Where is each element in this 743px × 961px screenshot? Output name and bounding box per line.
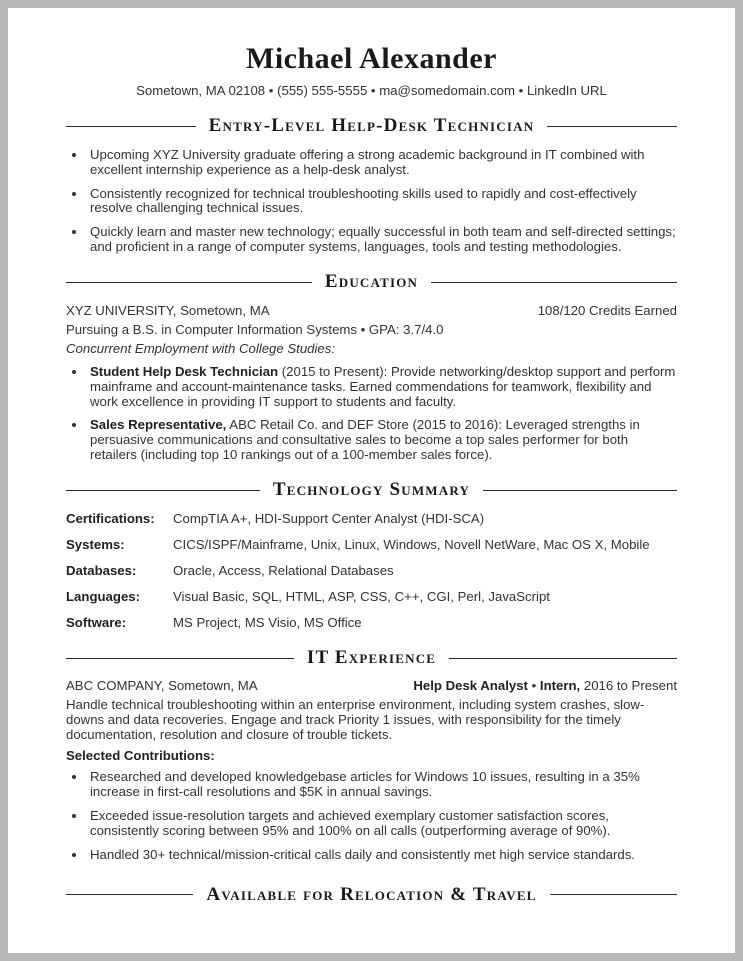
school-name: XYZ UNIVERSITY, Sometown, MA xyxy=(66,303,270,319)
education-section-heading xyxy=(66,272,677,293)
heading-rule-left xyxy=(66,658,294,659)
tech-label: Certifications: xyxy=(66,511,155,527)
summary-bullet-list xyxy=(66,148,677,255)
concurrent-employment-note: Concurrent Employment with College Studies: xyxy=(66,340,336,356)
experience-bullet: • Exceeded issue-resolution targets and achieved exemplary customer satisfaction scores, consistently scoring between 95% and 100% on all calls (outperforming average of 90%). xyxy=(87,809,677,839)
experience-section-heading xyxy=(66,648,677,669)
tech-label: Software: xyxy=(66,614,127,630)
tech-row-certifications xyxy=(66,512,677,527)
summary-bullet: • Quickly learn and master new technology; equally successful in both team and self-directed settings; and proficient in a range of computer systems, languages, tools and testing methodologies. xyxy=(87,225,677,255)
company-name: ABC COMPANY, Sometown, MA xyxy=(66,678,258,694)
experience-header-line xyxy=(66,679,677,694)
education-job xyxy=(87,365,677,410)
job-description: (2015 to Present): Provide networking/desktop support and perform mainframe and account-maintenance tasks. Earned commendations for teamwork, flexibility and work excellence in providing IT support to students and faculty. xyxy=(90,363,676,409)
degree-line: Pursuing a B.S. in Computer Information Systems • GPA: 3.7/4.0 xyxy=(66,321,444,337)
job-title: Student Help Desk Technician xyxy=(90,363,279,379)
job-description: ABC Retail Co. and DEF Store (2015 to 2016): Leveraged strengths in persuasive communications and consultative sales to become a top sales performer for both retailers (including top 10 rankings out of a 100-member sales force). xyxy=(90,417,640,463)
education-job xyxy=(87,418,677,463)
experience-bullet: • Handled 30+ technical/mission-critical calls daily and consistently met high service standards. xyxy=(87,848,677,863)
technology-section-heading xyxy=(66,480,677,501)
heading-rule-right xyxy=(449,658,677,659)
heading-rule-right xyxy=(547,126,677,127)
selected-contributions-heading: Selected Contributions: xyxy=(66,748,215,764)
tech-row-systems xyxy=(66,538,677,553)
role-dates: 2016 to Present xyxy=(583,678,677,694)
summary-section-heading xyxy=(66,116,677,137)
tech-value: MS Project, MS Visio, MS Office xyxy=(173,614,362,630)
education-school-line xyxy=(66,304,677,319)
credits-earned: 108/120 Credits Earned xyxy=(537,303,677,319)
education-title: Education xyxy=(324,271,419,293)
contact-info: Sometown, MA 02108 • (555) 555-5555 • ma@somedomain.com • LinkedIn URL xyxy=(136,82,607,98)
heading-rule-right xyxy=(550,894,677,895)
tech-row-software xyxy=(66,616,677,631)
experience-summary-paragraph: Handle technical troubleshooting within an enterprise environment, including system crashes, slow-downs and data recoveries. Engage and track Priority 1 issues, with responsibility for the timely documentation, resolution and closure of trouble tickets. xyxy=(66,697,645,743)
technology-table xyxy=(66,512,677,631)
heading-rule-left xyxy=(66,126,196,127)
tech-row-databases xyxy=(66,564,677,579)
tech-value: CICS/ISPF/Mainframe, Unix, Linux, Windows, Novell NetWare, Mac OS X, Mobile xyxy=(173,536,650,552)
tech-label: Languages: xyxy=(66,588,141,604)
candidate-name: Michael Alexander xyxy=(246,42,497,75)
tech-row-languages xyxy=(66,590,677,605)
tech-value: Oracle, Access, Relational Databases xyxy=(173,562,394,578)
role-title: Help Desk Analyst xyxy=(413,678,528,694)
experience-bullet-list xyxy=(66,770,677,863)
heading-rule-left xyxy=(66,894,193,895)
availability-title: Available for Relocation & Travel xyxy=(206,883,537,905)
tech-label: Systems: xyxy=(66,536,125,552)
technology-title: Technology Summary xyxy=(272,479,471,501)
education-job-list xyxy=(66,365,677,463)
heading-rule-right xyxy=(431,282,677,283)
role-line xyxy=(413,679,677,694)
tech-value: Visual Basic, SQL, HTML, ASP, CSS, C++, CGI, Perl, JavaScript xyxy=(173,588,550,604)
summary-bullet: • Consistently recognized for technical troubleshooting skills used to rapidly and cost-effectively resolve challenging technical issues. xyxy=(87,187,677,217)
tech-label: Databases: xyxy=(66,562,137,578)
summary-bullet: • Upcoming XYZ University graduate offering a strong academic background in IT combined with excellent internship experience as a help-desk analyst. xyxy=(87,148,677,178)
experience-title: IT Experience xyxy=(306,646,437,668)
job-title: Sales Representative, xyxy=(90,417,227,433)
availability-section-heading xyxy=(66,885,677,906)
role-subtitle: Intern, xyxy=(539,678,581,694)
heading-rule-left xyxy=(66,282,312,283)
tech-value: CompTIA A+, HDI-Support Center Analyst (HDI-SCA) xyxy=(173,511,485,527)
summary-title: Entry-Level Help-Desk Technician xyxy=(208,114,535,136)
role-separator: • xyxy=(531,678,537,694)
experience-bullet: • Researched and developed knowledgebase articles for Windows 10 issues, resulting in a 35% increase in first-call resolutions and $5K in annual savings. xyxy=(87,770,677,800)
heading-rule-right xyxy=(483,490,677,491)
heading-rule-left xyxy=(66,490,260,491)
